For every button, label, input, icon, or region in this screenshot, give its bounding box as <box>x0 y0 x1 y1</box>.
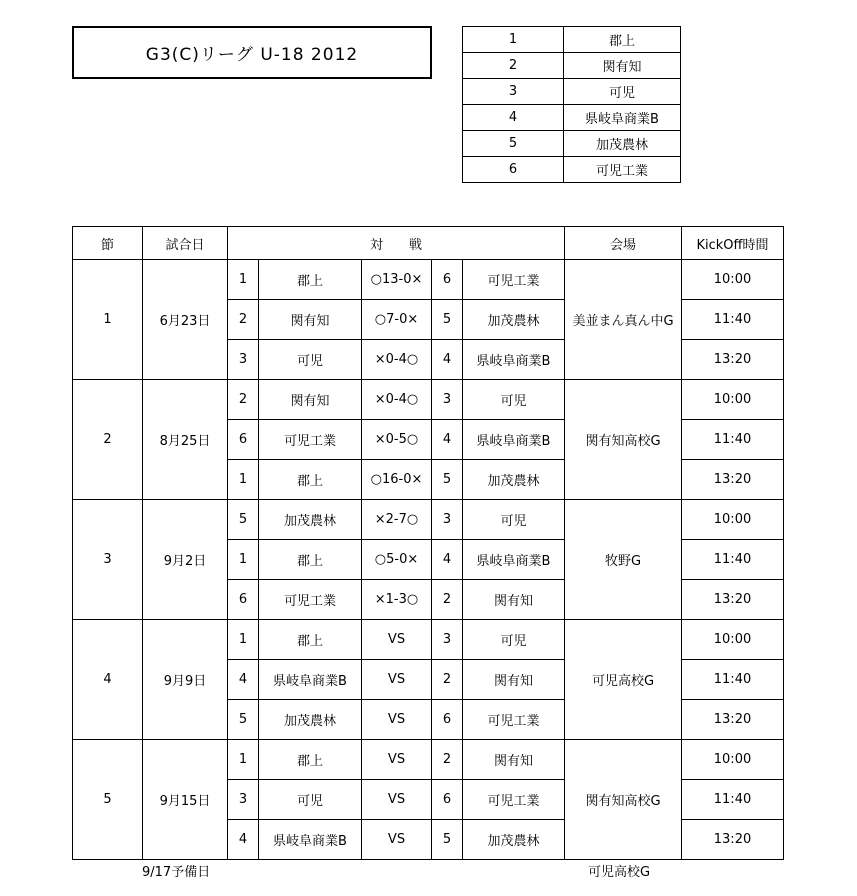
team-number: 5 <box>463 131 564 157</box>
away-team: 可児工業 <box>463 780 565 820</box>
kickoff-time: 10:00 <box>682 740 784 780</box>
away-team-number: 4 <box>432 420 463 460</box>
home-team: 県岐阜商業B <box>259 660 362 700</box>
team-row <box>463 53 681 79</box>
home-team: 郡上 <box>259 260 362 300</box>
home-team: 加茂農林 <box>259 500 362 540</box>
page-title: G3(C)リーグ U-18 2012 <box>72 26 432 79</box>
kickoff-time: 10:00 <box>682 380 784 420</box>
header-date: 試合日 <box>143 227 228 260</box>
team-name: 可児 <box>564 79 681 105</box>
team-row <box>463 131 681 157</box>
match-date: 6月23日 <box>143 260 228 380</box>
match-result: VS <box>362 740 432 780</box>
home-team-number: 1 <box>228 540 259 580</box>
home-team-number: 1 <box>228 260 259 300</box>
team-row <box>463 79 681 105</box>
match-venue: 関有知高校G <box>565 740 682 860</box>
schedule-header-row <box>73 227 784 260</box>
team-name: 県岐阜商業B <box>564 105 681 131</box>
away-team-number: 5 <box>432 460 463 500</box>
match-date: 9月9日 <box>143 620 228 740</box>
home-team-number: 6 <box>228 420 259 460</box>
reserve-venue-note: 可児高校G <box>588 865 651 880</box>
kickoff-time: 11:40 <box>682 780 784 820</box>
home-team: 可児 <box>259 780 362 820</box>
match-result: ×2-7○ <box>362 500 432 540</box>
home-team-number: 2 <box>228 380 259 420</box>
match-result: VS <box>362 780 432 820</box>
kickoff-time: 11:40 <box>682 660 784 700</box>
home-team: 可児 <box>259 340 362 380</box>
away-team: 可児 <box>463 620 565 660</box>
match-date: 9月2日 <box>143 500 228 620</box>
away-team-number: 4 <box>432 340 463 380</box>
home-team: 加茂農林 <box>259 700 362 740</box>
home-team-number: 4 <box>228 660 259 700</box>
match-row <box>73 740 784 780</box>
kickoff-time: 10:00 <box>682 500 784 540</box>
home-team-number: 6 <box>228 580 259 620</box>
match-venue: 可児高校G <box>565 620 682 740</box>
home-team: 可児工業 <box>259 420 362 460</box>
away-team: 可児 <box>463 500 565 540</box>
home-team-number: 1 <box>228 620 259 660</box>
kickoff-time: 13:20 <box>682 580 784 620</box>
away-team: 可児 <box>463 380 565 420</box>
home-team: 郡上 <box>259 740 362 780</box>
round-number: 4 <box>73 620 143 740</box>
team-row <box>463 105 681 131</box>
match-result: ×0-4○ <box>362 340 432 380</box>
match-venue: 牧野G <box>565 500 682 620</box>
home-team-number: 1 <box>228 460 259 500</box>
away-team: 関有知 <box>463 580 565 620</box>
header-round: 節 <box>73 227 143 260</box>
team-name: 加茂農林 <box>564 131 681 157</box>
home-team-number: 2 <box>228 300 259 340</box>
match-result: VS <box>362 620 432 660</box>
kickoff-time: 11:40 <box>682 300 784 340</box>
home-team-number: 3 <box>228 780 259 820</box>
match-result: ○13-0× <box>362 260 432 300</box>
header-kickoff: KickOff時間 <box>682 227 784 260</box>
away-team-number: 2 <box>432 660 463 700</box>
team-row <box>463 157 681 183</box>
round-number: 2 <box>73 380 143 500</box>
away-team: 県岐阜商業B <box>463 540 565 580</box>
away-team: 可児工業 <box>463 700 565 740</box>
home-team: 可児工業 <box>259 580 362 620</box>
away-team: 加茂農林 <box>463 300 565 340</box>
match-result: VS <box>362 820 432 860</box>
home-team-number: 4 <box>228 820 259 860</box>
match-date: 8月25日 <box>143 380 228 500</box>
match-result: ×0-5○ <box>362 420 432 460</box>
home-team: 県岐阜商業B <box>259 820 362 860</box>
match-result: ○16-0× <box>362 460 432 500</box>
away-team: 県岐阜商業B <box>463 420 565 460</box>
match-result: ×0-4○ <box>362 380 432 420</box>
kickoff-time: 11:40 <box>682 540 784 580</box>
round-number: 5 <box>73 740 143 860</box>
away-team-number: 6 <box>432 700 463 740</box>
team-name: 郡上 <box>564 27 681 53</box>
match-venue: 関有知高校G <box>565 380 682 500</box>
away-team-number: 2 <box>432 580 463 620</box>
away-team-number: 3 <box>432 380 463 420</box>
home-team: 郡上 <box>259 620 362 660</box>
away-team-number: 5 <box>432 820 463 860</box>
match-row <box>73 380 784 420</box>
away-team-number: 2 <box>432 740 463 780</box>
away-team: 加茂農林 <box>463 820 565 860</box>
kickoff-time: 13:20 <box>682 820 784 860</box>
away-team-number: 4 <box>432 540 463 580</box>
home-team: 関有知 <box>259 300 362 340</box>
match-result: ○5-0× <box>362 540 432 580</box>
header-venue: 会場 <box>565 227 682 260</box>
away-team-number: 3 <box>432 500 463 540</box>
match-row <box>73 620 784 660</box>
match-result: VS <box>362 660 432 700</box>
team-number: 2 <box>463 53 564 79</box>
away-team: 県岐阜商業B <box>463 340 565 380</box>
reserve-date-note: 9/17予備日 <box>142 865 211 880</box>
home-team: 関有知 <box>259 380 362 420</box>
away-team-number: 6 <box>432 780 463 820</box>
team-number: 4 <box>463 105 564 131</box>
match-result: VS <box>362 700 432 740</box>
team-name: 関有知 <box>564 53 681 79</box>
kickoff-time: 13:20 <box>682 700 784 740</box>
round-number: 3 <box>73 500 143 620</box>
kickoff-time: 11:40 <box>682 420 784 460</box>
schedule-table <box>72 226 784 860</box>
away-team: 関有知 <box>463 740 565 780</box>
match-result: ○7-0× <box>362 300 432 340</box>
home-team-number: 5 <box>228 500 259 540</box>
away-team: 加茂農林 <box>463 460 565 500</box>
away-team-number: 3 <box>432 620 463 660</box>
team-row <box>463 27 681 53</box>
home-team-number: 1 <box>228 740 259 780</box>
match-row <box>73 260 784 300</box>
home-team-number: 5 <box>228 700 259 740</box>
away-team-number: 6 <box>432 260 463 300</box>
round-number: 1 <box>73 260 143 380</box>
home-team-number: 3 <box>228 340 259 380</box>
kickoff-time: 10:00 <box>682 620 784 660</box>
away-team-number: 5 <box>432 300 463 340</box>
kickoff-time: 13:20 <box>682 340 784 380</box>
away-team: 可児工業 <box>463 260 565 300</box>
team-number: 6 <box>463 157 564 183</box>
away-team: 関有知 <box>463 660 565 700</box>
kickoff-time: 10:00 <box>682 260 784 300</box>
team-number: 1 <box>463 27 564 53</box>
match-row <box>73 500 784 540</box>
match-venue: 美並まん真ん中G <box>565 260 682 380</box>
team-list-table <box>462 26 681 183</box>
home-team: 郡上 <box>259 540 362 580</box>
match-date: 9月15日 <box>143 740 228 860</box>
match-result: ×1-3○ <box>362 580 432 620</box>
kickoff-time: 13:20 <box>682 460 784 500</box>
team-name: 可児工業 <box>564 157 681 183</box>
home-team: 郡上 <box>259 460 362 500</box>
team-number: 3 <box>463 79 564 105</box>
header-match: 対 戦 <box>228 227 565 260</box>
